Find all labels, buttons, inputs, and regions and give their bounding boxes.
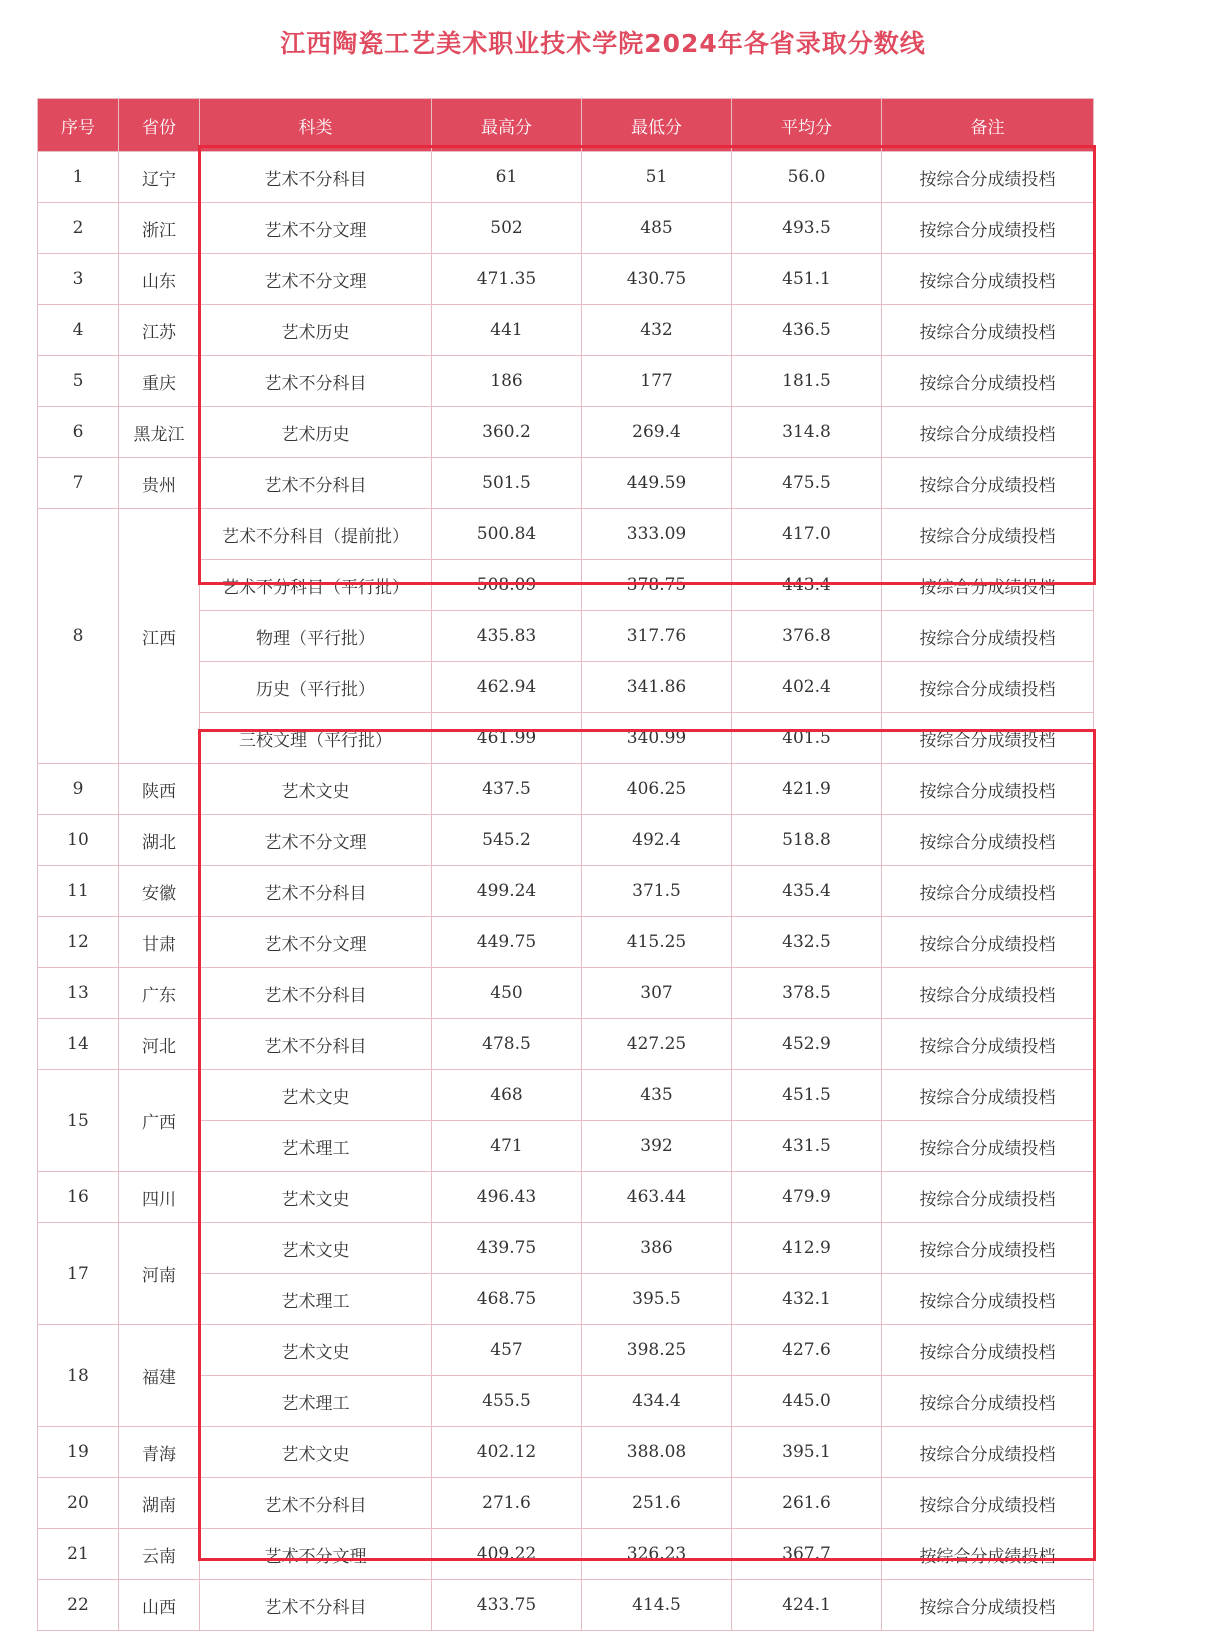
row-number: 6 <box>38 407 119 458</box>
province-cell: 湖南 <box>119 1478 200 1529</box>
subject-type-cell: 艺术不分文理 <box>200 254 432 305</box>
avg-score-cell: 367.7 <box>732 1529 882 1580</box>
admission-score-table <box>37 98 1094 1631</box>
min-score-cell: 177 <box>582 356 732 407</box>
note-cell: 按综合分成绩投档 <box>882 917 1094 968</box>
subject-type-cell: 艺术文史 <box>200 1427 432 1478</box>
avg-score-cell: 427.6 <box>732 1325 882 1376</box>
subject-type-cell: 艺术文史 <box>200 1223 432 1274</box>
note-cell: 按综合分成绩投档 <box>882 1376 1094 1427</box>
province-cell: 四川 <box>119 1172 200 1223</box>
row-number: 11 <box>38 866 119 917</box>
row-number: 2 <box>38 203 119 254</box>
note-cell: 按综合分成绩投档 <box>882 1172 1094 1223</box>
avg-score-cell: 378.5 <box>732 968 882 1019</box>
table-row <box>38 1070 1094 1121</box>
subject-type-cell: 艺术历史 <box>200 305 432 356</box>
row-number: 16 <box>38 1172 119 1223</box>
avg-score-cell: 56.0 <box>732 152 882 203</box>
avg-score-cell: 451.5 <box>732 1070 882 1121</box>
max-score-cell: 499.24 <box>432 866 582 917</box>
max-score-cell: 500.84 <box>432 509 582 560</box>
avg-score-cell: 443.4 <box>732 560 882 611</box>
row-number: 14 <box>38 1019 119 1070</box>
subject-type-cell: 艺术不分文理 <box>200 815 432 866</box>
page-title: 江西陶瓷工艺美术职业技术学院2024年各省录取分数线 <box>280 29 926 58</box>
max-score-cell: 468.75 <box>432 1274 582 1325</box>
province-cell: 广西 <box>119 1070 200 1172</box>
row-number: 22 <box>38 1580 119 1631</box>
province-cell: 甘肃 <box>119 917 200 968</box>
min-score-cell: 492.4 <box>582 815 732 866</box>
min-score-cell: 317.76 <box>582 611 732 662</box>
note-cell: 按综合分成绩投档 <box>882 764 1094 815</box>
min-score-cell: 378.75 <box>582 560 732 611</box>
max-score-cell: 409.22 <box>432 1529 582 1580</box>
subject-type-cell: 艺术理工 <box>200 1274 432 1325</box>
max-score-cell: 457 <box>432 1325 582 1376</box>
avg-score-cell: 445.0 <box>732 1376 882 1427</box>
note-cell: 按综合分成绩投档 <box>882 1274 1094 1325</box>
subject-type-cell: 艺术理工 <box>200 1376 432 1427</box>
max-score-cell: 433.75 <box>432 1580 582 1631</box>
note-cell: 按综合分成绩投档 <box>882 1223 1094 1274</box>
row-number: 12 <box>38 917 119 968</box>
max-score-cell: 471.35 <box>432 254 582 305</box>
max-score-cell: 455.5 <box>432 1376 582 1427</box>
min-score-cell: 392 <box>582 1121 732 1172</box>
note-cell: 按综合分成绩投档 <box>882 560 1094 611</box>
subject-type-cell: 历史（平行批） <box>200 662 432 713</box>
avg-score-cell: 401.5 <box>732 713 882 764</box>
note-cell: 按综合分成绩投档 <box>882 1121 1094 1172</box>
max-score-cell: 508.09 <box>432 560 582 611</box>
row-number: 17 <box>38 1223 119 1325</box>
min-score-cell: 395.5 <box>582 1274 732 1325</box>
table-row <box>38 407 1094 458</box>
avg-score-cell: 452.9 <box>732 1019 882 1070</box>
province-cell: 江苏 <box>119 305 200 356</box>
province-cell: 云南 <box>119 1529 200 1580</box>
min-score-cell: 333.09 <box>582 509 732 560</box>
note-cell: 按综合分成绩投档 <box>882 1478 1094 1529</box>
table-row <box>38 203 1094 254</box>
subject-type-cell: 艺术不分科目 <box>200 356 432 407</box>
max-score-cell: 450 <box>432 968 582 1019</box>
row-number: 1 <box>38 152 119 203</box>
note-cell: 按综合分成绩投档 <box>882 968 1094 1019</box>
min-score-cell: 269.4 <box>582 407 732 458</box>
header-max: 最高分 <box>432 99 582 152</box>
subject-type-cell: 物理（平行批） <box>200 611 432 662</box>
avg-score-cell: 181.5 <box>732 356 882 407</box>
table-row <box>38 1223 1094 1274</box>
max-score-cell: 471 <box>432 1121 582 1172</box>
row-number: 13 <box>38 968 119 1019</box>
table-row <box>38 152 1094 203</box>
header-type: 科类 <box>200 99 432 152</box>
row-number: 21 <box>38 1529 119 1580</box>
min-score-cell: 427.25 <box>582 1019 732 1070</box>
min-score-cell: 340.99 <box>582 713 732 764</box>
province-cell: 江西 <box>119 509 200 764</box>
note-cell: 按综合分成绩投档 <box>882 254 1094 305</box>
max-score-cell: 502 <box>432 203 582 254</box>
subject-type-cell: 艺术历史 <box>200 407 432 458</box>
table-row <box>38 1019 1094 1070</box>
row-number: 3 <box>38 254 119 305</box>
table-row <box>38 356 1094 407</box>
row-number: 8 <box>38 509 119 764</box>
note-cell: 按综合分成绩投档 <box>882 509 1094 560</box>
note-cell: 按综合分成绩投档 <box>882 305 1094 356</box>
row-number: 7 <box>38 458 119 509</box>
avg-score-cell: 432.1 <box>732 1274 882 1325</box>
max-score-cell: 461.99 <box>432 713 582 764</box>
province-cell: 辽宁 <box>119 152 200 203</box>
avg-score-cell: 395.1 <box>732 1427 882 1478</box>
subject-type-cell: 艺术不分文理 <box>200 917 432 968</box>
max-score-cell: 496.43 <box>432 1172 582 1223</box>
subject-type-cell: 艺术不分科目 <box>200 458 432 509</box>
subject-type-cell: 艺术不分科目 <box>200 1580 432 1631</box>
subject-type-cell: 艺术不分科目 <box>200 866 432 917</box>
note-cell: 按综合分成绩投档 <box>882 356 1094 407</box>
row-number: 15 <box>38 1070 119 1172</box>
province-cell: 山东 <box>119 254 200 305</box>
min-score-cell: 432 <box>582 305 732 356</box>
row-number: 9 <box>38 764 119 815</box>
subject-type-cell: 艺术不分科目 <box>200 152 432 203</box>
row-number: 5 <box>38 356 119 407</box>
table-row <box>38 866 1094 917</box>
avg-score-cell: 421.9 <box>732 764 882 815</box>
note-cell: 按综合分成绩投档 <box>882 1529 1094 1580</box>
min-score-cell: 51 <box>582 152 732 203</box>
table-row <box>38 1478 1094 1529</box>
province-cell: 河北 <box>119 1019 200 1070</box>
subject-type-cell: 艺术不分科目 <box>200 968 432 1019</box>
avg-score-cell: 479.9 <box>732 1172 882 1223</box>
avg-score-cell: 402.4 <box>732 662 882 713</box>
note-cell: 按综合分成绩投档 <box>882 458 1094 509</box>
min-score-cell: 251.6 <box>582 1478 732 1529</box>
max-score-cell: 545.2 <box>432 815 582 866</box>
note-cell: 按综合分成绩投档 <box>882 611 1094 662</box>
header-min: 最低分 <box>582 99 732 152</box>
province-cell: 福建 <box>119 1325 200 1427</box>
note-cell: 按综合分成绩投档 <box>882 1070 1094 1121</box>
note-cell: 按综合分成绩投档 <box>882 662 1094 713</box>
avg-score-cell: 417.0 <box>732 509 882 560</box>
subject-type-cell: 艺术文史 <box>200 764 432 815</box>
subject-type-cell: 艺术不分文理 <box>200 1529 432 1580</box>
min-score-cell: 414.5 <box>582 1580 732 1631</box>
avg-score-cell: 435.4 <box>732 866 882 917</box>
max-score-cell: 61 <box>432 152 582 203</box>
min-score-cell: 415.25 <box>582 917 732 968</box>
province-cell: 广东 <box>119 968 200 1019</box>
min-score-cell: 449.59 <box>582 458 732 509</box>
note-cell: 按综合分成绩投档 <box>882 1427 1094 1478</box>
note-cell: 按综合分成绩投档 <box>882 1325 1094 1376</box>
max-score-cell: 435.83 <box>432 611 582 662</box>
avg-score-cell: 431.5 <box>732 1121 882 1172</box>
subject-type-cell: 艺术不分科目 <box>200 1478 432 1529</box>
min-score-cell: 326.23 <box>582 1529 732 1580</box>
table-row <box>38 254 1094 305</box>
avg-score-cell: 436.5 <box>732 305 882 356</box>
table-row <box>38 764 1094 815</box>
min-score-cell: 406.25 <box>582 764 732 815</box>
avg-score-cell: 493.5 <box>732 203 882 254</box>
table-row <box>38 1427 1094 1478</box>
subject-type-cell: 艺术文史 <box>200 1172 432 1223</box>
subject-type-cell: 三校文理（平行批） <box>200 713 432 764</box>
header-note: 备注 <box>882 99 1094 152</box>
header-avg: 平均分 <box>732 99 882 152</box>
min-score-cell: 485 <box>582 203 732 254</box>
min-score-cell: 341.86 <box>582 662 732 713</box>
row-number: 18 <box>38 1325 119 1427</box>
province-cell: 湖北 <box>119 815 200 866</box>
table-row <box>38 1172 1094 1223</box>
note-cell: 按综合分成绩投档 <box>882 713 1094 764</box>
header-no: 序号 <box>38 99 119 152</box>
max-score-cell: 271.6 <box>432 1478 582 1529</box>
province-cell: 贵州 <box>119 458 200 509</box>
min-score-cell: 371.5 <box>582 866 732 917</box>
max-score-cell: 186 <box>432 356 582 407</box>
province-cell: 青海 <box>119 1427 200 1478</box>
max-score-cell: 462.94 <box>432 662 582 713</box>
max-score-cell: 449.75 <box>432 917 582 968</box>
subject-type-cell: 艺术不分科目 <box>200 1019 432 1070</box>
province-cell: 河南 <box>119 1223 200 1325</box>
note-cell: 按综合分成绩投档 <box>882 152 1094 203</box>
note-cell: 按综合分成绩投档 <box>882 1580 1094 1631</box>
subject-type-cell: 艺术文史 <box>200 1070 432 1121</box>
min-score-cell: 430.75 <box>582 254 732 305</box>
table-row <box>38 458 1094 509</box>
min-score-cell: 386 <box>582 1223 732 1274</box>
avg-score-cell: 314.8 <box>732 407 882 458</box>
header-province: 省份 <box>119 99 200 152</box>
subject-type-cell: 艺术不分文理 <box>200 203 432 254</box>
avg-score-cell: 475.5 <box>732 458 882 509</box>
row-number: 19 <box>38 1427 119 1478</box>
max-score-cell: 439.75 <box>432 1223 582 1274</box>
province-cell: 安徽 <box>119 866 200 917</box>
max-score-cell: 441 <box>432 305 582 356</box>
subject-type-cell: 艺术不分科目（提前批） <box>200 509 432 560</box>
avg-score-cell: 376.8 <box>732 611 882 662</box>
subject-type-cell: 艺术文史 <box>200 1325 432 1376</box>
avg-score-cell: 451.1 <box>732 254 882 305</box>
table-row <box>38 815 1094 866</box>
table-row <box>38 305 1094 356</box>
avg-score-cell: 518.8 <box>732 815 882 866</box>
table-row <box>38 968 1094 1019</box>
province-cell: 黑龙江 <box>119 407 200 458</box>
table-row <box>38 1529 1094 1580</box>
table-row <box>38 1325 1094 1376</box>
table-row <box>38 509 1094 560</box>
max-score-cell: 360.2 <box>432 407 582 458</box>
province-cell: 陕西 <box>119 764 200 815</box>
note-cell: 按综合分成绩投档 <box>882 407 1094 458</box>
province-cell: 山西 <box>119 1580 200 1631</box>
note-cell: 按综合分成绩投档 <box>882 815 1094 866</box>
note-cell: 按综合分成绩投档 <box>882 203 1094 254</box>
table-header-row <box>38 99 1094 152</box>
note-cell: 按综合分成绩投档 <box>882 866 1094 917</box>
avg-score-cell: 261.6 <box>732 1478 882 1529</box>
min-score-cell: 435 <box>582 1070 732 1121</box>
min-score-cell: 388.08 <box>582 1427 732 1478</box>
avg-score-cell: 424.1 <box>732 1580 882 1631</box>
province-cell: 重庆 <box>119 356 200 407</box>
province-cell: 浙江 <box>119 203 200 254</box>
subject-type-cell: 艺术理工 <box>200 1121 432 1172</box>
row-number: 20 <box>38 1478 119 1529</box>
subject-type-cell: 艺术不分科目（平行批） <box>200 560 432 611</box>
row-number: 4 <box>38 305 119 356</box>
table-row <box>38 1580 1094 1631</box>
avg-score-cell: 432.5 <box>732 917 882 968</box>
row-number: 10 <box>38 815 119 866</box>
max-score-cell: 402.12 <box>432 1427 582 1478</box>
max-score-cell: 478.5 <box>432 1019 582 1070</box>
avg-score-cell: 412.9 <box>732 1223 882 1274</box>
min-score-cell: 463.44 <box>582 1172 732 1223</box>
note-cell: 按综合分成绩投档 <box>882 1019 1094 1070</box>
min-score-cell: 307 <box>582 968 732 1019</box>
max-score-cell: 501.5 <box>432 458 582 509</box>
min-score-cell: 434.4 <box>582 1376 732 1427</box>
table-row <box>38 917 1094 968</box>
max-score-cell: 468 <box>432 1070 582 1121</box>
max-score-cell: 437.5 <box>432 764 582 815</box>
min-score-cell: 398.25 <box>582 1325 732 1376</box>
